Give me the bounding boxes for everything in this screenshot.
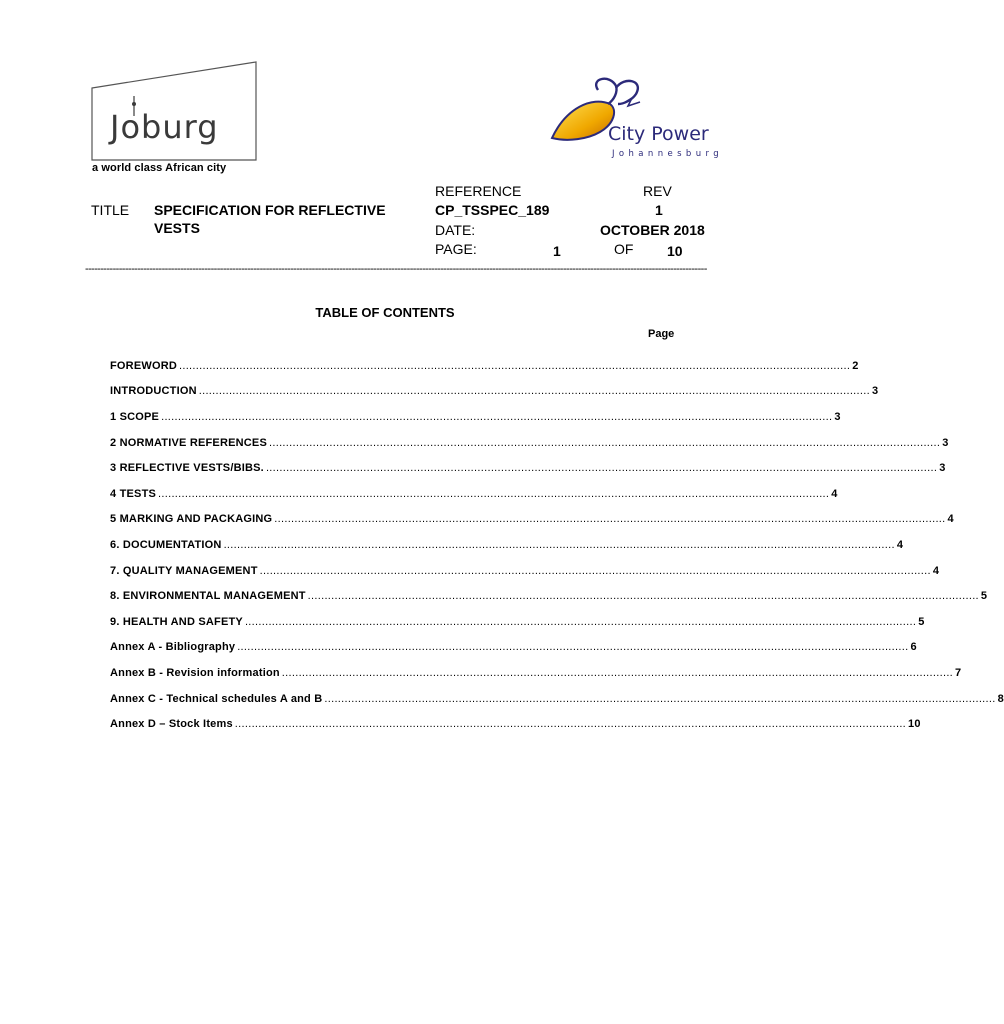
toc-dot-leader: ........................................................................................................................................................................................................ [178,359,851,372]
rev-value: 1 [655,202,663,218]
date-value: OCTOBER 2018 [600,222,705,238]
document-title-line1: SPECIFICATION FOR REFLECTIVE [154,202,386,218]
toc-entry[interactable] [110,404,841,430]
toc-entry-page: 2 [852,359,859,372]
toc-entry[interactable] [110,558,940,584]
header-divider: ----------------------------------------------------------------------------------------------------------------------------------------------------------------------------------------------------------- [85,263,707,275]
toc-entry[interactable] [110,686,1004,712]
toc-entry-page: 3 [939,462,946,475]
toc-entry[interactable] [110,609,925,635]
toc-entry[interactable] [110,507,954,533]
toc-dot-leader: ........................................................................................................................................................................................................ [237,641,909,654]
rev-label: REV [643,183,672,199]
toc-entry-label: INTRODUCTION [110,385,197,398]
toc-entry[interactable] [110,353,859,379]
toc-entry-page: 4 [896,538,904,551]
toc-entry[interactable] [110,532,904,558]
toc-entry-page: 3 [871,385,879,398]
toc-dot-leader: ........................................................................................................................................................................................................ [269,436,941,449]
date-label: DATE: [435,222,476,238]
toc-entry-page: 4 [831,487,838,500]
toc-entry-label: 9. HEALTH AND SAFETY [110,615,243,628]
toc-dot-leader: ........................................................................................................................................................................................................ [259,564,931,577]
toc-entry[interactable] [110,635,917,661]
toc-entry-label: 4 TESTS [110,487,157,500]
toc-dot-leader: ........................................................................................................................................................................................................ [161,410,833,423]
toc-entry-page: 7 [955,666,962,679]
city-power-logo [548,78,748,160]
toc-entry-page: 10 [908,718,921,731]
toc-entry-label: 8. ENVIRONMENTAL MANAGEMENT [110,590,306,603]
toc-entry[interactable] [110,711,921,737]
toc-dot-leader: ........................................................................................................................................................................................................ [223,538,895,551]
of-value: 10 [667,243,683,259]
of-label: OF [614,241,634,257]
document-title-line2: VESTS [154,220,200,236]
toc-entry[interactable] [110,455,946,481]
toc-entry-page: 5 [980,590,988,603]
toc-entry-page: 3 [834,410,841,423]
toc-entry-label: 3 REFLECTIVE VESTS/BIBS. [110,462,264,475]
toc-entry-label: Annex A - Bibliography [110,641,236,654]
toc-entry-label: Annex B - Revision information [110,666,280,679]
toc-entry-page: 3 [942,436,949,449]
toc-entry-label: Annex C - Technical schedules A and B [110,692,323,705]
toc-entry-label: 1 SCOPE [110,410,160,423]
toc-entry-label: 7. QUALITY MANAGEMENT [110,564,258,577]
toc-entry-page: 4 [947,513,954,526]
toc-entry-page: 5 [918,615,925,628]
reference-value: CP_TSSPEC_189 [435,202,550,218]
city-power-subtitle: Johannesburg [612,149,724,159]
city-power-wordmark: City Power [608,123,709,145]
reference-label: REFERENCE [435,183,522,199]
toc-entry-label: 5 MARKING AND PACKAGING [110,513,273,526]
toc-entry-page: 8 [997,692,1004,705]
toc-entry-label: 6. DOCUMENTATION [110,538,222,551]
toc-dot-leader: ........................................................................................................................................................................................................ [198,385,870,398]
toc-entry[interactable] [110,660,962,686]
page-label: PAGE: [435,241,477,257]
toc-entry[interactable] [110,481,838,507]
toc-entry-page: 6 [910,641,917,654]
toc-entry-label: FOREWORD [110,359,177,372]
toc-page-column-label: Page [648,328,675,340]
toc-dot-leader: ........................................................................................................................................................................................................ [265,462,938,475]
title-label: TITLE [91,202,130,218]
toc-dot-leader: ........................................................................................................................................................................................................ [274,513,946,526]
toc-entry-page: 4 [932,564,940,577]
toc-entry[interactable] [110,430,949,456]
toc-entry-label: Annex D – Stock Items [110,718,233,731]
joburg-tagline: a world class African city [92,162,227,174]
page-value: 1 [553,243,561,259]
toc-dot-leader: ........................................................................................................................................................................................................ [281,666,954,679]
toc-title: TABLE OF CONTENTS [315,305,455,320]
toc-dot-leader: ........................................................................................................................................................................................................ [158,487,830,500]
toc-dot-leader: ........................................................................................................................................................................................................ [307,590,979,603]
toc-entry-label: 2 NORMATIVE REFERENCES [110,436,267,449]
toc-list [110,353,1004,737]
joburg-logo-wordmark: Joburg [110,108,219,146]
toc-dot-leader: ........................................................................................................................................................................................................ [324,692,996,705]
toc-dot-leader: ........................................................................................................................................................................................................ [244,615,917,628]
toc-dot-leader: ........................................................................................................................................................................................................ [234,718,907,731]
toc-entry[interactable] [110,379,879,405]
toc-entry[interactable] [110,583,988,609]
